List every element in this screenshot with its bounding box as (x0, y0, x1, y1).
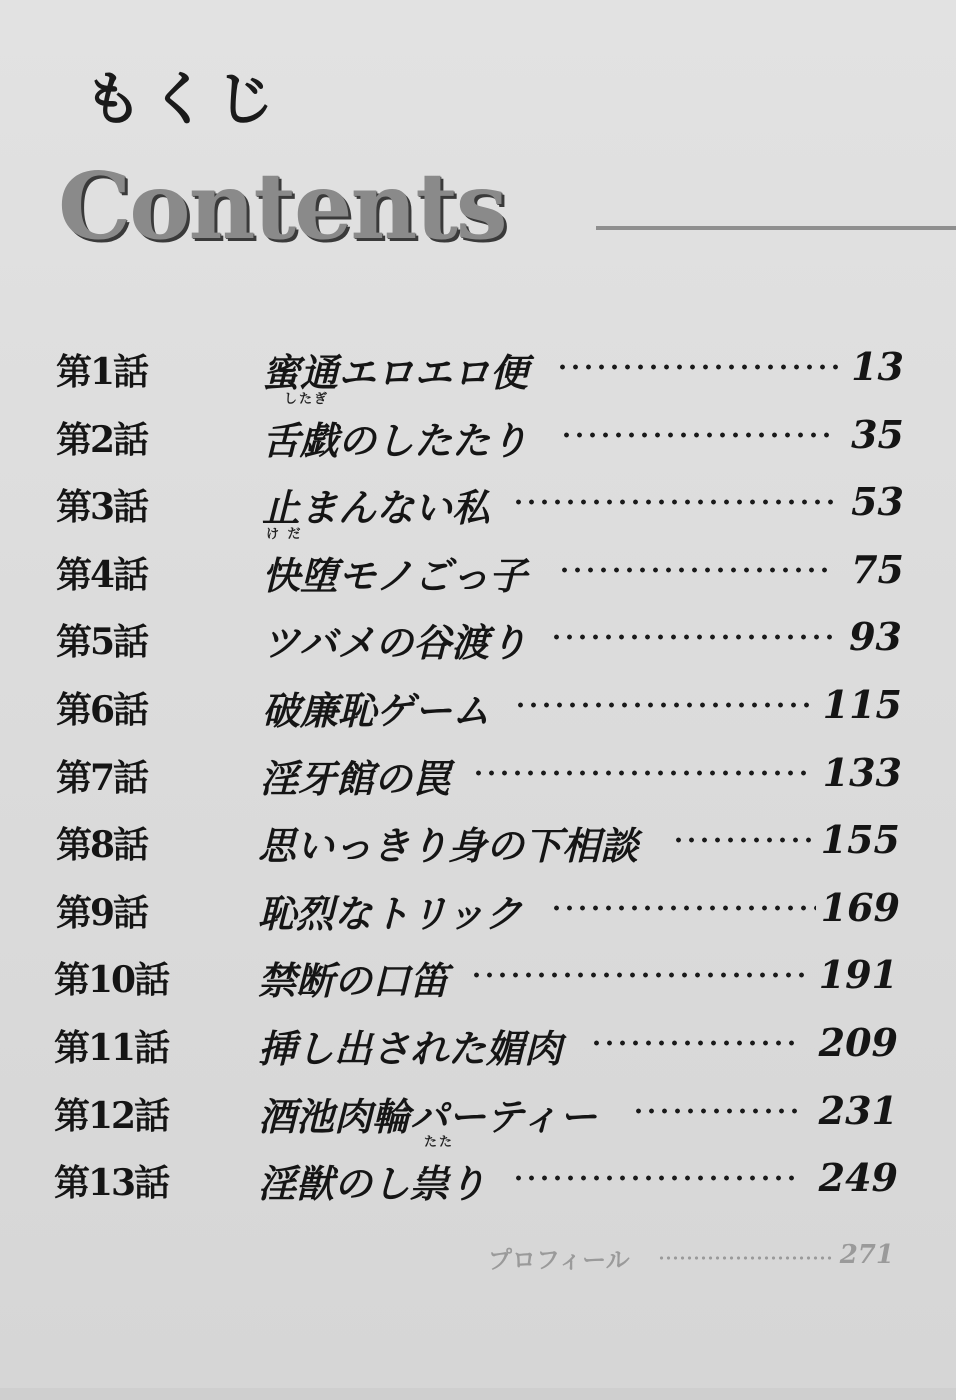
toc-entry (0, 338, 956, 398)
page-number: 191 (818, 952, 898, 998)
toc-entry (0, 608, 956, 668)
page-number: 155 (820, 817, 900, 863)
leader-dots (558, 567, 834, 573)
episode-title: 酒池肉輪パーティー (258, 1094, 597, 1139)
toc-entry (0, 1082, 956, 1142)
page-number: 231 (818, 1087, 898, 1133)
episode-title: 快堕モノごっ子 (262, 553, 527, 598)
toc-entry (0, 676, 956, 736)
page-number: 75 (851, 546, 904, 592)
title-ruby: け だ (266, 526, 303, 542)
page-number: 133 (822, 749, 902, 795)
toc-entry (0, 744, 956, 804)
toc-entry (0, 811, 956, 871)
episode-title: 止まんない私 (262, 486, 491, 531)
episode-title: 恥烈なトリック (258, 891, 523, 936)
episode-number: 第9話 (56, 891, 148, 934)
toc-entry (0, 526, 956, 601)
heading-rule (596, 226, 956, 230)
mokuji-heading: もくじ (84, 65, 283, 133)
episode-number: 第3話 (56, 486, 148, 529)
episode-title: 破廉恥ゲーム (262, 689, 491, 733)
toc-entry (0, 473, 956, 533)
episode-number: 第2話 (56, 418, 148, 461)
leader-dots (470, 972, 812, 978)
title-ruby: したぎ (284, 391, 330, 407)
toc-entry (0, 946, 956, 1006)
episode-number: 第12話 (54, 1094, 169, 1137)
episode-title: ツバメの谷渡り (262, 621, 528, 666)
episode-number: 第11話 (54, 1027, 169, 1069)
episode-number: 第8話 (56, 824, 148, 867)
episode-title: 禁断の口笛 (258, 959, 449, 1004)
profile-label: プロフィール (488, 1246, 630, 1274)
leader-dots (556, 364, 842, 370)
title-ruby: たた (424, 1135, 455, 1151)
toc-entry (0, 879, 956, 939)
episode-title: 挿し出された媚肉 (258, 1027, 563, 1071)
profile-page-number: 271 (839, 1240, 894, 1270)
episode-number: 第5話 (56, 621, 148, 664)
toc-entry (0, 1014, 956, 1074)
page-number: 209 (818, 1020, 898, 1065)
toc-entry (0, 391, 956, 466)
episode-number: 第1話 (56, 351, 148, 393)
page-number: 13 (851, 344, 904, 389)
leader-dots (514, 702, 810, 708)
episode-title: 蜜通エロエロ便 (262, 351, 529, 395)
page-number: 93 (849, 614, 902, 660)
page-number: 169 (820, 884, 900, 930)
page-number: 115 (822, 682, 902, 727)
episode-number: 第7話 (56, 756, 148, 799)
page-number: 249 (818, 1155, 898, 1201)
leader-dots (672, 837, 816, 843)
leader-dots (472, 770, 812, 776)
leader-dots (512, 1175, 800, 1181)
page-number: 35 (851, 411, 904, 457)
leader-dots (590, 1040, 800, 1046)
leader-dots (550, 634, 834, 640)
episode-title: 淫牙館の罠 (260, 756, 451, 801)
episode-number: 第13話 (54, 1162, 169, 1205)
episode-title: 思いっきり身の下相談 (258, 824, 639, 869)
contents-heading: Contents (58, 152, 506, 260)
page-number: 53 (851, 479, 904, 525)
leader-dots (550, 905, 816, 911)
leader-dots (560, 432, 832, 438)
episode-number: 第6話 (56, 689, 148, 731)
leader-dots (632, 1108, 800, 1114)
episode-title: 淫獣のし祟り (258, 1162, 487, 1207)
episode-number: 第4話 (56, 553, 148, 596)
leader-dots (512, 499, 834, 505)
profile-leader-dots (658, 1256, 833, 1260)
toc-entry (0, 1135, 956, 1209)
profile-entry (488, 1238, 898, 1278)
episode-number: 第10話 (54, 959, 169, 1002)
episode-title: 舌戯のしたたり (262, 418, 529, 463)
